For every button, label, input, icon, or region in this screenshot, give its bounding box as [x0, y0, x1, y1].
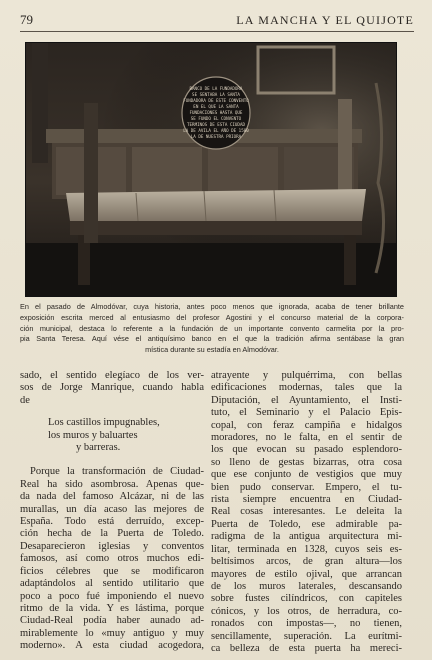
- text-line: so lleno de gestas bizarras, otra cosa: [211, 456, 402, 468]
- text-line: tuto, el Seminario y el Palacio Epis-: [211, 407, 402, 419]
- text-line: ción hecha de la Puerta de Toledo.: [20, 528, 204, 540]
- spacer: [20, 454, 204, 466]
- text-line: Porque la transformación de Ciudad-: [30, 466, 204, 478]
- page-number: 79: [20, 12, 33, 27]
- text-line: radigma de la antigua arquitectura mi-: [211, 531, 402, 543]
- photo-antique-bench: [25, 42, 397, 297]
- text-line: ronados con impostas—, no tienen,: [211, 618, 402, 630]
- plaque-line-8: LA DE AVILA EL AÑO DE 1580: [183, 128, 249, 133]
- text-line: mayores de estilo ojival, que arrancan: [211, 568, 402, 580]
- plaque-line-2: SE SENTABA LA SANTA: [192, 92, 240, 97]
- text-line: cónicos, y los otros, de herradura, co-: [211, 605, 402, 617]
- left-column: [20, 370, 204, 653]
- text-line: edificaciones modernas, tales que la: [211, 382, 402, 394]
- spacer: [20, 407, 204, 417]
- text-line: Puerta de Toledo, ese admirable pa-: [211, 518, 402, 530]
- photo-caption: [20, 302, 404, 362]
- plaque-line-4: EN EL QUE LA SANTA: [193, 104, 239, 109]
- text-line: sobre fustes cilíndricos, con capiteles: [211, 593, 402, 605]
- text-line: famosos, así como otros muchos edi-: [20, 553, 204, 565]
- caption-line: exposición escrita merced al entusiasmo del profesor Agostini y el concurso material de la corpora-: [20, 312, 404, 322]
- header-rule: [20, 31, 414, 32]
- text-line: poco a poco fué imponiendo el nuevo: [20, 590, 204, 602]
- caption-line: ción municipal, destaca lo referente a la fundación de un importante convento carmelita por la pro-: [20, 323, 404, 333]
- bench-photograph: [26, 43, 396, 296]
- poem-line: Los castillos impugnables,: [48, 417, 160, 429]
- plaque-line-9: LA DE NUESTRA PRIORA: [190, 134, 242, 139]
- right-column: [211, 370, 402, 655]
- caption-line: pia Santa Teresa. Aquí vése el antiquísimo banco en el que la tradición afirma sentábase la gran: [20, 334, 404, 344]
- caption-line: mística durante su estadía en Almodóvar.: [145, 345, 279, 355]
- text-line: mirablemente lo «muy antiguo y muy: [20, 627, 204, 639]
- text-line: Ciudad-Real podía haber aunado ad-: [20, 615, 204, 627]
- text-line: sado, el sentido elegíaco de los ver-: [20, 370, 204, 381]
- text-line: que ese conjunto de vestigios que muy: [211, 469, 402, 481]
- text-line: de: [20, 394, 30, 406]
- plaque-line-6: SE FUNDO EL CONVENTO: [190, 116, 242, 121]
- plaque-line-5: FUNDACIONES HASTA QUE: [189, 110, 243, 115]
- journal-title: LA MANCHA Y EL QUIJOTE: [236, 13, 414, 27]
- text-line: Real ha sido asombrosa. Apenas que-: [20, 478, 204, 490]
- plaque-line-3: FUNDADORA DE ESTE CONVENTO: [183, 98, 249, 103]
- text-line: murallas, un día acaso las mejores de: [20, 503, 204, 515]
- text-line: beltísimos arcos, de gran altura—los: [211, 556, 402, 568]
- text-line: sencillamente, superación. La eurítmi-: [211, 630, 402, 642]
- poem-line: los muros y baluartes: [48, 429, 138, 441]
- text-line: Real cosas interesantes. Le deleita la: [211, 506, 402, 518]
- text-line: ritmo de la vida. Y es lástima, porque: [20, 602, 204, 614]
- text-line: atrayente y pulquérrima, con bellas: [211, 370, 402, 381]
- text-line: bien pudo conservar. Empero, el tu-: [211, 481, 402, 493]
- text-line: litar, terminada en 1328, cuyos seis es-: [211, 543, 402, 555]
- text-line: sos de Jorge Manrique, cuando habla: [20, 382, 204, 394]
- running-header: [20, 12, 414, 30]
- text-line: ficios célebres que se modificaron: [20, 565, 204, 577]
- caption-line: En el pasado de Almodóvar, cuya historia, antes poco menos que ignorada, acaba de tener brillante: [20, 302, 404, 311]
- text-line: copal, con feraz campiña e hidalgos: [211, 419, 402, 431]
- text-line: moderno». A esta ciudad acogedora,: [20, 640, 204, 652]
- text-line: moradores, no le falta, en el sentir de: [211, 432, 402, 444]
- text-line: rista siempre encuentra en Ciudad-: [211, 494, 402, 506]
- text-line: los que evocan su pasado esplendoro-: [211, 444, 402, 456]
- text-line: da nada del famoso Alcázar, ni de las: [20, 491, 204, 503]
- poem-line: y barreras.: [76, 442, 121, 454]
- text-line: Desaparecieron iglesias y conventos: [20, 540, 204, 552]
- text-line: adaptándolos al sentido utilitario que: [20, 578, 204, 590]
- plaque-line-1: BANCO DE LA FUNDADORA: [189, 86, 243, 91]
- plaque-line-7: TERMINOS DE ESTA CIUDAD: [187, 122, 245, 127]
- text-line: ca belleza de esta puerta ha mereci-: [211, 642, 402, 654]
- text-line: Diputación, el Ayuntamiento, el Insti-: [211, 394, 402, 406]
- text-line: España. Todo está derruído, excep-: [20, 516, 204, 528]
- text-line: de los muros laterales, descansando: [211, 580, 402, 592]
